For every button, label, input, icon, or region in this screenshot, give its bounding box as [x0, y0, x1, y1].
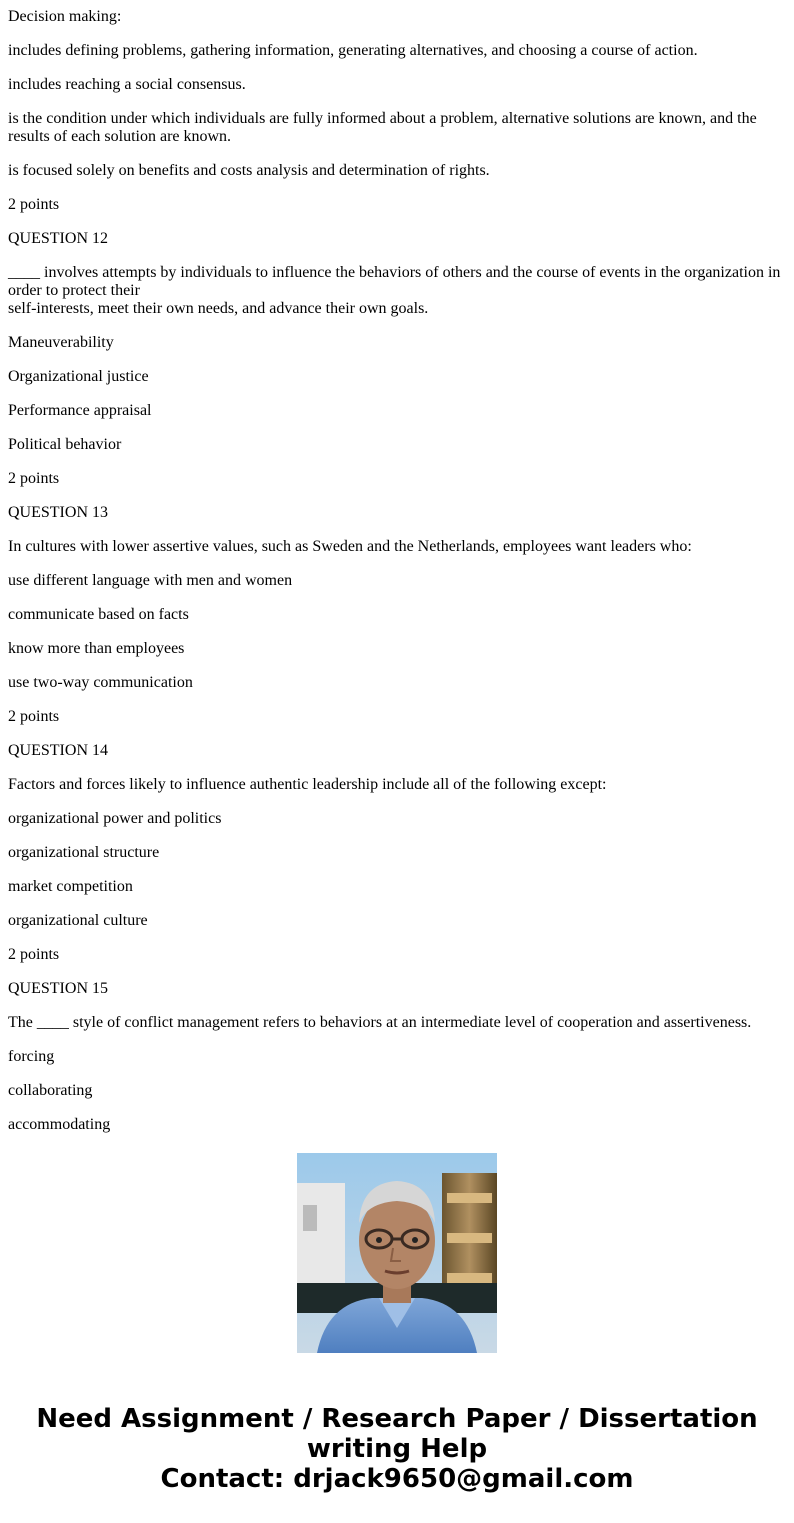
- answer-option: Maneuverability: [8, 334, 114, 351]
- promo-contact: Contact: drjack9650@gmail.com: [160, 1464, 634, 1494]
- answer-option: Performance appraisal: [8, 402, 152, 419]
- points-label: 2 points: [8, 708, 60, 725]
- answer-option: Political behavior: [8, 436, 122, 453]
- document-body: [8, 0, 788, 1133]
- answer-option: Organizational justice: [8, 368, 149, 385]
- question-text: The ____ style of conflict management refers to behaviors at an intermediate level of cooperation and assertiveness.: [8, 1014, 752, 1031]
- points-label: 2 points: [8, 946, 60, 963]
- person-photo-icon: [297, 1153, 497, 1353]
- promo-banner: [0, 1404, 794, 1494]
- question-heading: QUESTION 14: [8, 742, 108, 759]
- answer-option: is the condition under which individuals are fully informed about a problem, alternative solutions are known, and the results of each solution are known.: [8, 110, 757, 145]
- answer-option: communicate based on facts: [8, 606, 189, 623]
- answer-option: know more than employees: [8, 640, 185, 657]
- answer-option: use different language with men and women: [8, 572, 293, 589]
- answer-option: organizational culture: [8, 912, 148, 929]
- paragraph: Decision making:: [8, 8, 122, 25]
- answer-option: accommodating: [8, 1116, 111, 1133]
- answer-option: collaborating: [8, 1082, 93, 1099]
- answer-option: market competition: [8, 878, 133, 895]
- question-heading: QUESTION 12: [8, 230, 108, 247]
- question-text: Factors and forces likely to influence authentic leadership include all of the following except:: [8, 776, 607, 793]
- answer-option: is focused solely on benefits and costs analysis and determination of rights.: [8, 162, 490, 179]
- question-heading: QUESTION 15: [8, 980, 108, 997]
- answer-option: forcing: [8, 1048, 55, 1065]
- question-heading: QUESTION 13: [8, 504, 108, 521]
- avatar: [297, 1153, 497, 1353]
- answer-option: organizational power and politics: [8, 810, 222, 827]
- points-label: 2 points: [8, 196, 60, 213]
- question-text: In cultures with lower assertive values, such as Sweden and the Netherlands, employees want leaders who:: [8, 538, 692, 555]
- answer-option: use two-way communication: [8, 674, 193, 691]
- promo-line-2: writing Help: [306, 1434, 488, 1464]
- promo-line-1: Need Assignment / Research Paper / Dissertation: [36, 1404, 758, 1434]
- answer-option: includes defining problems, gathering information, generating alternatives, and choosing a course of action.: [8, 42, 698, 59]
- points-label: 2 points: [8, 470, 60, 487]
- answer-option: includes reaching a social consensus.: [8, 76, 246, 93]
- question-text: ____ involves attempts by individuals to influence the behaviors of others and the course of events in the organization in order to protect their self-interests, meet their own needs, and advance their own goals.: [8, 264, 781, 317]
- answer-option: organizational structure: [8, 844, 160, 861]
